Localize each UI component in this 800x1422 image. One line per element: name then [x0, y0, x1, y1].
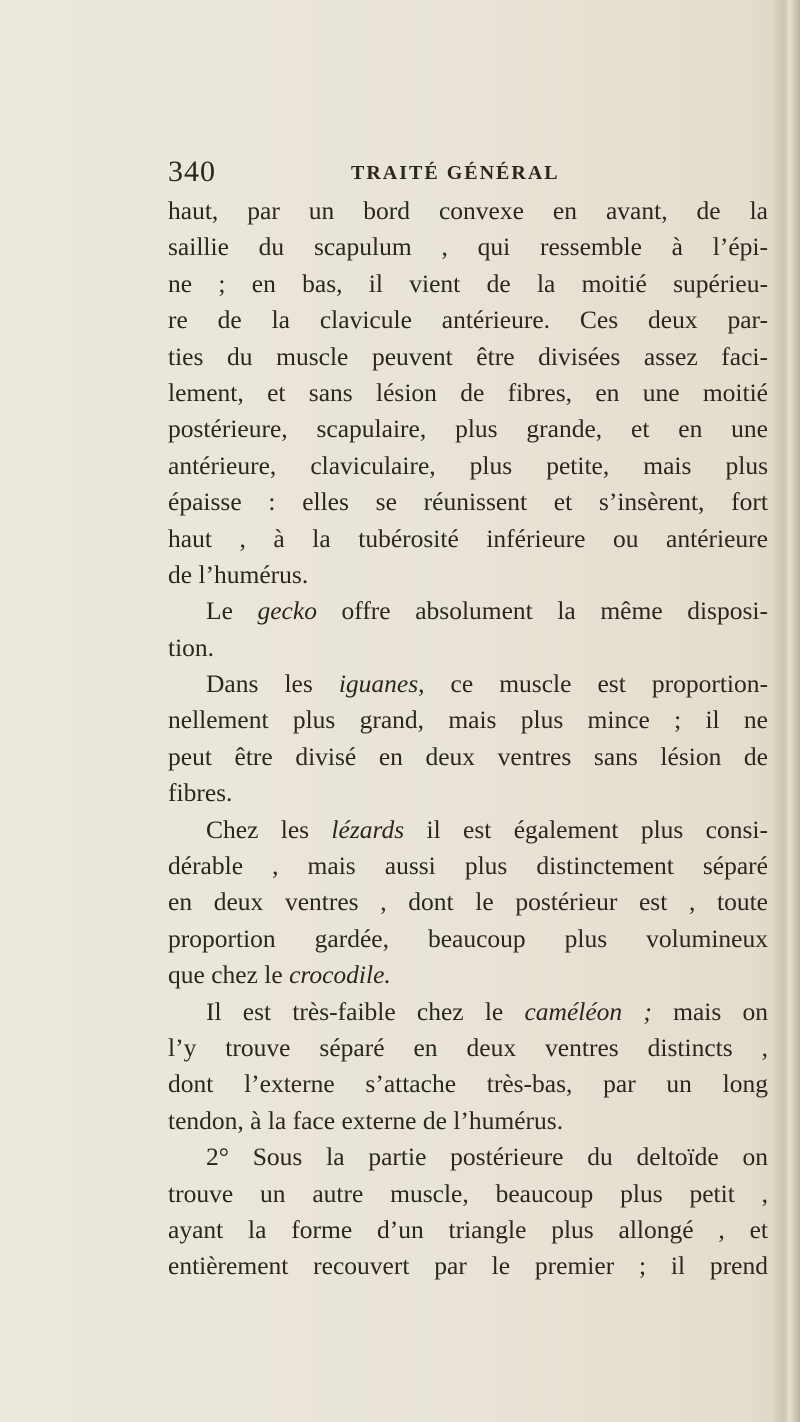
- text-segment: offre absolument la même disposi-: [316, 596, 768, 626]
- text-segment: dont l’externe s’attache très-bas, par un long: [168, 1069, 768, 1099]
- text-segment: Il est très-faible chez le: [206, 996, 525, 1026]
- text-line: [168, 994, 768, 1030]
- text-segment: de l’humérus.: [168, 559, 309, 589]
- page-number: 340: [168, 155, 216, 188]
- text-line: [168, 921, 768, 957]
- text-line: [168, 1212, 768, 1248]
- text-segment: , ce muscle est proportion-: [418, 669, 768, 699]
- text-line: [168, 521, 768, 557]
- text-segment: nellement plus grand, mais plus mince ; il ne: [168, 705, 768, 735]
- text-line: [168, 739, 768, 775]
- text-segment: haut, par un bord convexe en avant, de la: [168, 196, 768, 225]
- text-segment: entièrement recouvert par le premier ; il prend: [168, 1251, 768, 1281]
- text-segment: re de la clavicule antérieure. Ces deux par-: [168, 305, 768, 335]
- italic-term: caméléon ;: [524, 996, 652, 1026]
- text-segment: peut être divisé en deux ventres sans lésion de: [168, 741, 768, 771]
- running-title: TRAITÉ GÉNÉRAL: [351, 162, 560, 184]
- text-segment: Le: [206, 596, 258, 626]
- text-segment: trouve un autre muscle, beaucoup plus petit ,: [168, 1178, 768, 1208]
- italic-term: gecko: [257, 596, 317, 626]
- text-line: [168, 375, 768, 411]
- italic-term: lézards: [331, 814, 405, 844]
- text-segment: mais on: [651, 996, 768, 1026]
- text-line: [168, 1066, 768, 1102]
- text-line: [168, 884, 768, 920]
- text-line: [168, 812, 768, 848]
- text-line: [168, 630, 768, 666]
- italic-term: iguanes: [338, 669, 419, 699]
- text-line: [168, 411, 768, 447]
- text-line: [168, 229, 768, 265]
- text-line: [168, 302, 768, 338]
- text-segment: ties du muscle peuvent être divisées assez faci-: [168, 341, 768, 371]
- italic-term: crocodile.: [289, 960, 391, 990]
- text-segment: antérieure, claviculaire, plus petite, mais plus: [168, 450, 768, 480]
- text-line: [168, 666, 768, 702]
- text-line: [168, 1030, 768, 1066]
- text-segment: tendon, à la face externe de l’humérus.: [168, 1105, 564, 1135]
- text-segment: saillie du scapulum , qui ressemble à l’épi-: [168, 232, 768, 262]
- page-edge: [774, 0, 800, 1422]
- text-segment: 2° Sous la partie postérieure du deltoïde on: [206, 1142, 768, 1172]
- text-segment: Dans les: [206, 669, 339, 699]
- text-segment: fibres.: [168, 778, 233, 808]
- text-segment: haut , à la tubérosité inférieure ou antérieure: [168, 523, 768, 553]
- page-header: [168, 152, 768, 196]
- text-line: [168, 339, 768, 375]
- text-segment: en deux ventres , dont le postérieur est , toute: [168, 887, 768, 917]
- text-segment: ayant la forme d’un triangle plus allongé , et: [168, 1214, 768, 1244]
- text-segment: ne ; en bas, il vient de la moitié supérieu-: [168, 268, 768, 298]
- text-line: [168, 1103, 768, 1139]
- text-line: [168, 1139, 768, 1175]
- text-segment: l’y trouve séparé en deux ventres distincts ,: [168, 1032, 768, 1062]
- text-segment: postérieure, scapulaire, plus grande, et en une: [168, 414, 768, 444]
- text-segment: Chez les: [206, 814, 332, 844]
- text-line: [168, 266, 768, 302]
- text-line: [168, 1248, 768, 1284]
- text-line: [168, 702, 768, 738]
- text-segment: tion.: [168, 632, 215, 662]
- text-segment: lement, et sans lésion de fibres, en une moitié: [168, 377, 768, 407]
- text-segment: il est également plus consi-: [404, 814, 768, 844]
- text-line: [168, 448, 768, 484]
- text-segment: dérable , mais aussi plus distinctement séparé: [168, 851, 768, 881]
- text-line: [168, 1176, 768, 1212]
- text-segment: proportion gardée, beaucoup plus volumineux: [168, 923, 768, 953]
- text-line: [168, 775, 768, 811]
- text-line: [168, 593, 768, 629]
- text-line: [168, 193, 768, 229]
- text-line: [168, 484, 768, 520]
- text-segment: que chez le: [168, 960, 290, 990]
- text-line: [168, 557, 768, 593]
- text-line: [168, 848, 768, 884]
- text-segment: épaisse : elles se réunissent et s’insèrent, fort: [168, 487, 768, 517]
- text-line: [168, 957, 768, 993]
- body-text: [168, 193, 768, 1285]
